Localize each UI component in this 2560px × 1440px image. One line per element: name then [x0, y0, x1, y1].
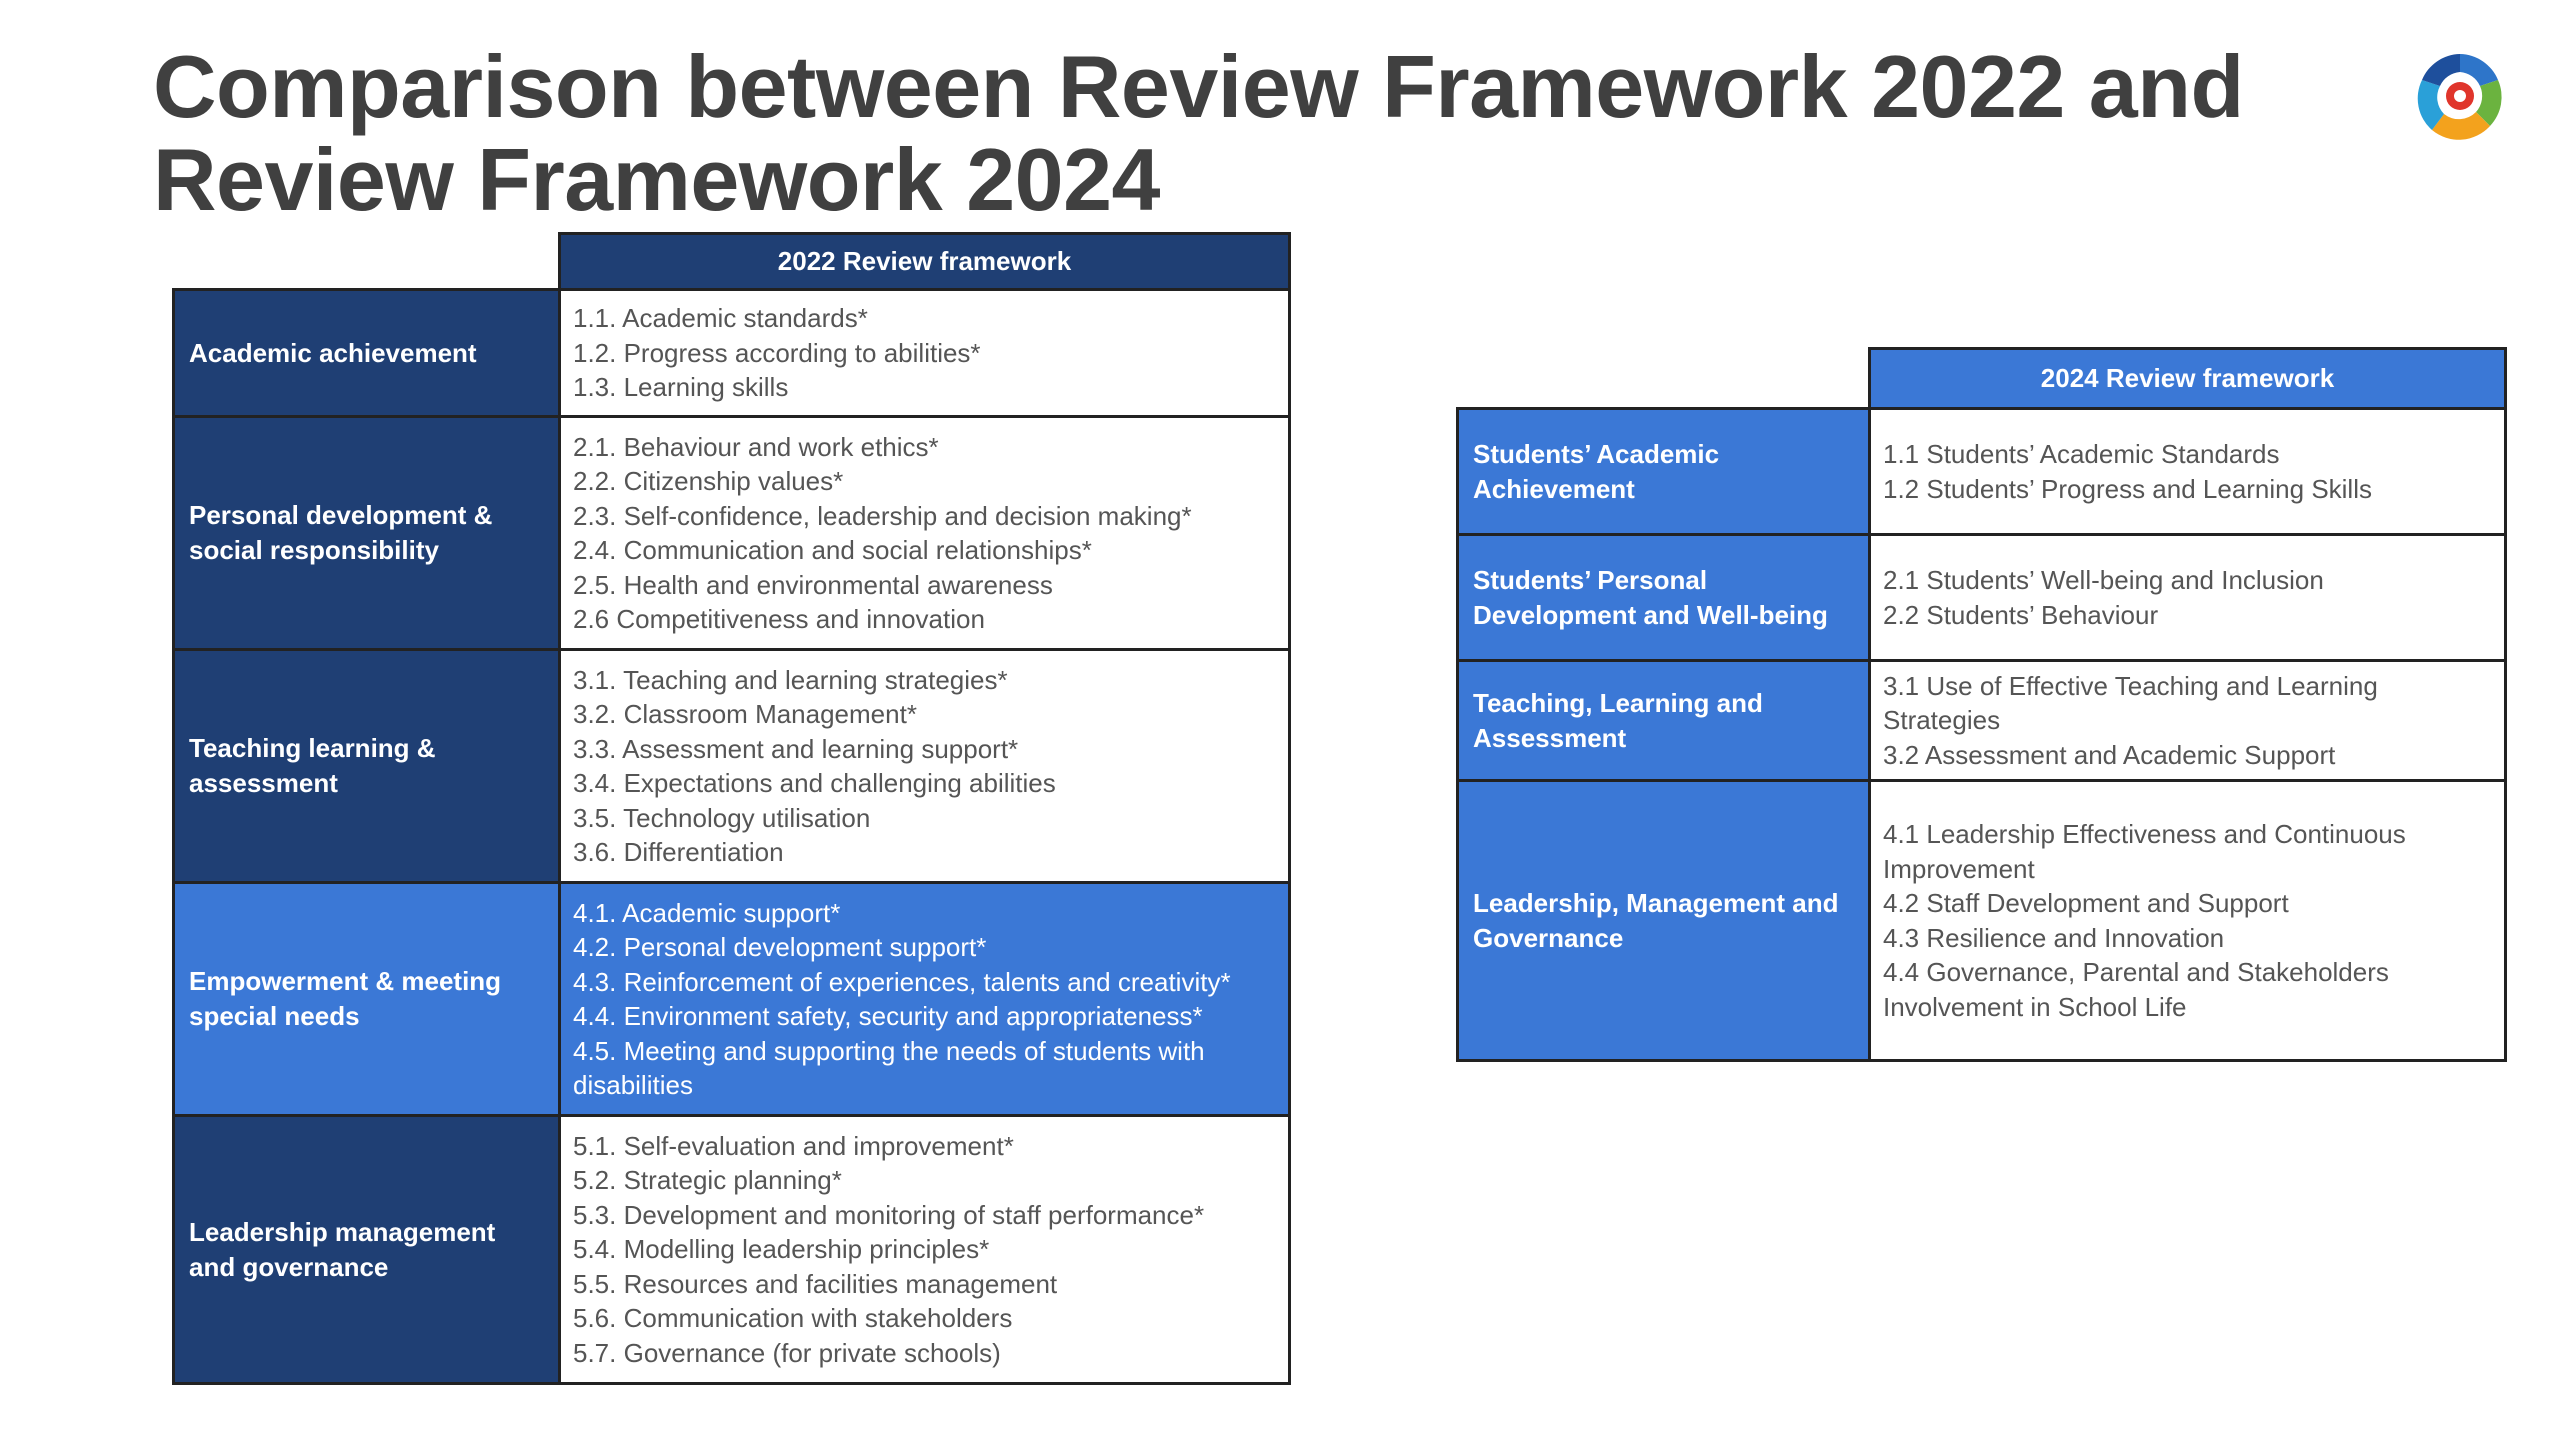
label-line: Students’ Academic — [1473, 438, 1720, 469]
table-row — [174, 417, 1290, 650]
row-label-academic-achievement — [1458, 409, 1870, 535]
label-line: assessment — [189, 768, 338, 798]
list-item: 3.2 Assessment and Academic Support — [1883, 739, 2336, 770]
label-line: Leadership management — [189, 1216, 496, 1247]
row-label-teaching-learning — [1458, 661, 1870, 781]
list-item: 4.3. Reinforcement of experiences, talents and creativity* — [573, 966, 1231, 997]
list-item: 2.5. Health and environmental awareness — [573, 569, 1053, 600]
list-item: 3.5. Technology utilisation — [573, 802, 871, 833]
list-item: 2.1. Behaviour and work ethics* — [573, 431, 939, 462]
table-row — [174, 1116, 1290, 1384]
table-2022-review-framework — [172, 232, 1291, 1385]
list-item: 2.6 Competitiveness and innovation — [573, 604, 985, 634]
list-item: 1.3. Learning skills — [573, 372, 789, 403]
label-line: Development and Well-being — [1473, 599, 1828, 630]
list-item: 1.1. Academic standards* — [573, 303, 868, 334]
list-item: 1.2. Progress according to abilities* — [573, 337, 981, 368]
list-item: 2.2 Students’ Behaviour — [1883, 599, 2159, 630]
list-item: 5.2. Strategic planning* — [573, 1165, 842, 1196]
list-item: 4.4. Environment safety, security and appropriateness* — [573, 1001, 1203, 1031]
row-label-empowerment — [174, 883, 560, 1116]
label-line: Personal development & — [189, 500, 493, 530]
list-item: 2.3. Self-confidence, leadership and decision making* — [573, 500, 1192, 531]
row-items — [560, 650, 1290, 883]
list-item: 5.3. Development and monitoring of staff performance* — [573, 1199, 1205, 1230]
list-item: 5.5. Resources and facilities management — [573, 1268, 1058, 1299]
list-item: 4.1 Leadership Effectiveness and Continuous Improvement — [1883, 819, 2406, 884]
row-items — [560, 1116, 1290, 1384]
table-2024-review-framework — [1456, 347, 2507, 1062]
label-line: and governance — [189, 1251, 389, 1282]
list-item: 3.1. Teaching and learning strategies* — [573, 664, 1008, 695]
list-item: 3.3. Assessment and learning support* — [573, 733, 1019, 764]
row-items — [1870, 661, 2506, 781]
table-row — [1458, 781, 2506, 1061]
list-item: 4.1. Academic support* — [573, 897, 841, 928]
list-item: 5.6. Communication with stakeholders — [573, 1303, 1013, 1334]
label-line: Leadership, Management and — [1473, 887, 1839, 918]
label-line: Achievement — [1473, 473, 1635, 504]
label-line: Academic achievement — [189, 337, 477, 368]
list-item: 4.4 Governance, Parental and Stakeholders Involvement in School Life — [1883, 957, 2389, 1022]
table-row — [174, 883, 1290, 1116]
row-label-academic-achievement — [174, 290, 560, 417]
list-item: 3.1 Use of Effective Teaching and Learning Strategies — [1883, 670, 2378, 736]
row-items — [1870, 409, 2506, 535]
label-line: Teaching learning & — [189, 733, 436, 763]
list-item: 4.3 Resilience and Innovation — [1883, 922, 2225, 953]
table-row — [174, 650, 1290, 883]
list-item: 1.2 Students’ Progress and Learning Skills — [1883, 473, 2372, 504]
row-label-personal-development — [1458, 535, 1870, 661]
table-row — [174, 290, 1290, 417]
row-label-leadership — [1458, 781, 1870, 1061]
label-line: social responsibility — [189, 535, 439, 565]
list-item: 1.1 Students’ Academic Standards — [1883, 439, 2280, 469]
title-line-2: Review Framework 2024 — [153, 130, 1160, 229]
label-line: Students’ Personal — [1473, 564, 1708, 595]
row-items — [560, 417, 1290, 650]
row-label-teaching-learning — [174, 650, 560, 883]
table-corner — [1458, 349, 1870, 409]
table-row — [1458, 661, 2506, 781]
list-item: 2.2. Citizenship values* — [573, 466, 844, 496]
row-items — [1870, 781, 2506, 1061]
list-item: 2.1 Students’ Well-being and Inclusion — [1883, 565, 2324, 595]
list-item: 5.4. Modelling leadership principles* — [573, 1234, 990, 1265]
row-label-leadership — [174, 1116, 560, 1384]
label-line: Empowerment & meeting — [189, 966, 502, 996]
list-item: 5.1. Self-evaluation and improvement* — [573, 1130, 1014, 1161]
label-line: Assessment — [1473, 722, 1627, 753]
table-row — [1458, 409, 2506, 535]
list-item: 2.4. Communication and social relationships* — [573, 535, 1092, 565]
row-label-personal-development — [174, 417, 560, 650]
row-items — [560, 290, 1290, 417]
table-2022-header: 2022 Review framework — [560, 234, 1290, 290]
title-line-1: Comparison between Review Framework 2022 and — [153, 37, 2244, 136]
slide-title — [153, 37, 2244, 229]
table-row — [1458, 535, 2506, 661]
list-item: 4.2. Personal development support* — [573, 932, 987, 962]
list-item: 3.2. Classroom Management* — [573, 699, 917, 729]
label-line: special needs — [189, 1001, 360, 1031]
list-item: 4.5. Meeting and supporting the needs of students with disabilities — [573, 1035, 1205, 1100]
list-item: 3.6. Differentiation — [573, 837, 784, 867]
table-2024-header: 2024 Review framework — [1870, 349, 2506, 409]
table-corner — [174, 234, 560, 290]
circular-swirl-logo-icon — [2410, 46, 2510, 146]
list-item: 3.4. Expectations and challenging abilities — [573, 768, 1056, 798]
label-line: Governance — [1473, 922, 1624, 953]
row-items — [560, 883, 1290, 1116]
label-line: Teaching, Learning and — [1473, 687, 1763, 718]
row-items — [1870, 535, 2506, 661]
list-item: 5.7. Governance (for private schools) — [573, 1337, 1001, 1368]
list-item: 4.2 Staff Development and Support — [1883, 888, 2289, 918]
